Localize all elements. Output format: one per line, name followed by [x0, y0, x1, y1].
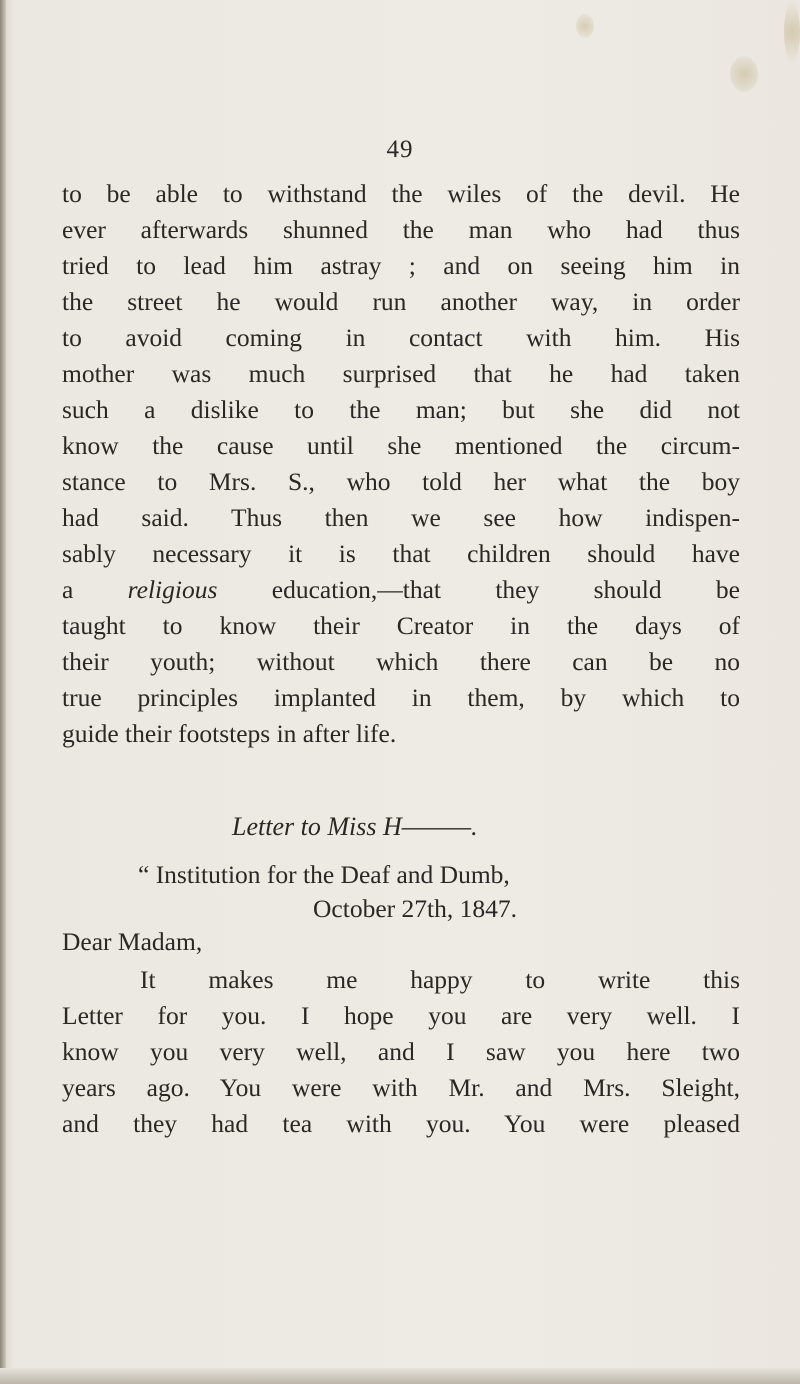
text-line: ever afterwards shunned the man who had thus: [62, 215, 740, 244]
text-line: years ago. You were with Mr. and Mrs. Sleight,: [62, 1073, 740, 1102]
text-line: true principles implanted in them, by which to: [62, 683, 740, 712]
text-line: mother was much surprised that he had taken: [62, 359, 740, 388]
text-line: know the cause until she mentioned the circum-: [62, 431, 740, 460]
page-bottom-edge: [0, 1368, 800, 1384]
text-line: such a dislike to the man; but she did not: [62, 395, 740, 424]
text-line: taught to know their Creator in the days of: [62, 611, 740, 640]
text-line: had said. Thus then we see how indispen-: [62, 503, 740, 532]
text-line: know you very well, and I saw you here two: [62, 1037, 740, 1066]
paper-stain: [784, 2, 800, 62]
text-segment: education,—that they should be: [217, 575, 740, 604]
letter-date: October 27th, 1847.: [313, 894, 517, 923]
institution-line: “ Institution for the Deaf and Dumb,: [138, 860, 510, 889]
page-number: 49: [386, 136, 414, 163]
page-binding-edge: [0, 0, 6, 1384]
text-line: It makes me happy to write this: [140, 965, 740, 994]
paper-stain: [576, 14, 594, 38]
text-line: and they had tea with you. You were pleased: [62, 1109, 740, 1138]
letter-salutation: Dear Madam,: [62, 927, 203, 956]
paper-stain: [730, 56, 758, 92]
text-line: sably necessary it is that children should have: [62, 539, 740, 568]
text-line: stance to Mrs. S., who told her what the boy: [62, 467, 740, 496]
emphasized-word: religious: [127, 575, 218, 604]
text-line: to be able to withstand the wiles of the devil. He: [62, 179, 740, 208]
text-line: Letter for you. I hope you are very well. I: [62, 1001, 740, 1030]
text-segment: a: [62, 575, 128, 604]
text-line: tried to lead him astray ; and on seeing him in: [62, 251, 740, 280]
letter-heading: Letter to Miss H———.: [232, 812, 478, 841]
text-line-with-emphasis: [62, 572, 740, 608]
text-line: their youth; without which there can be no: [62, 647, 740, 676]
text-line: the street he would run another way, in order: [62, 287, 740, 316]
letter-body: [62, 962, 740, 1142]
body-paragraph: [62, 176, 740, 752]
text-line: to avoid coming in contact with him. His: [62, 323, 740, 352]
text-line: guide their footsteps in after life.: [62, 719, 397, 748]
